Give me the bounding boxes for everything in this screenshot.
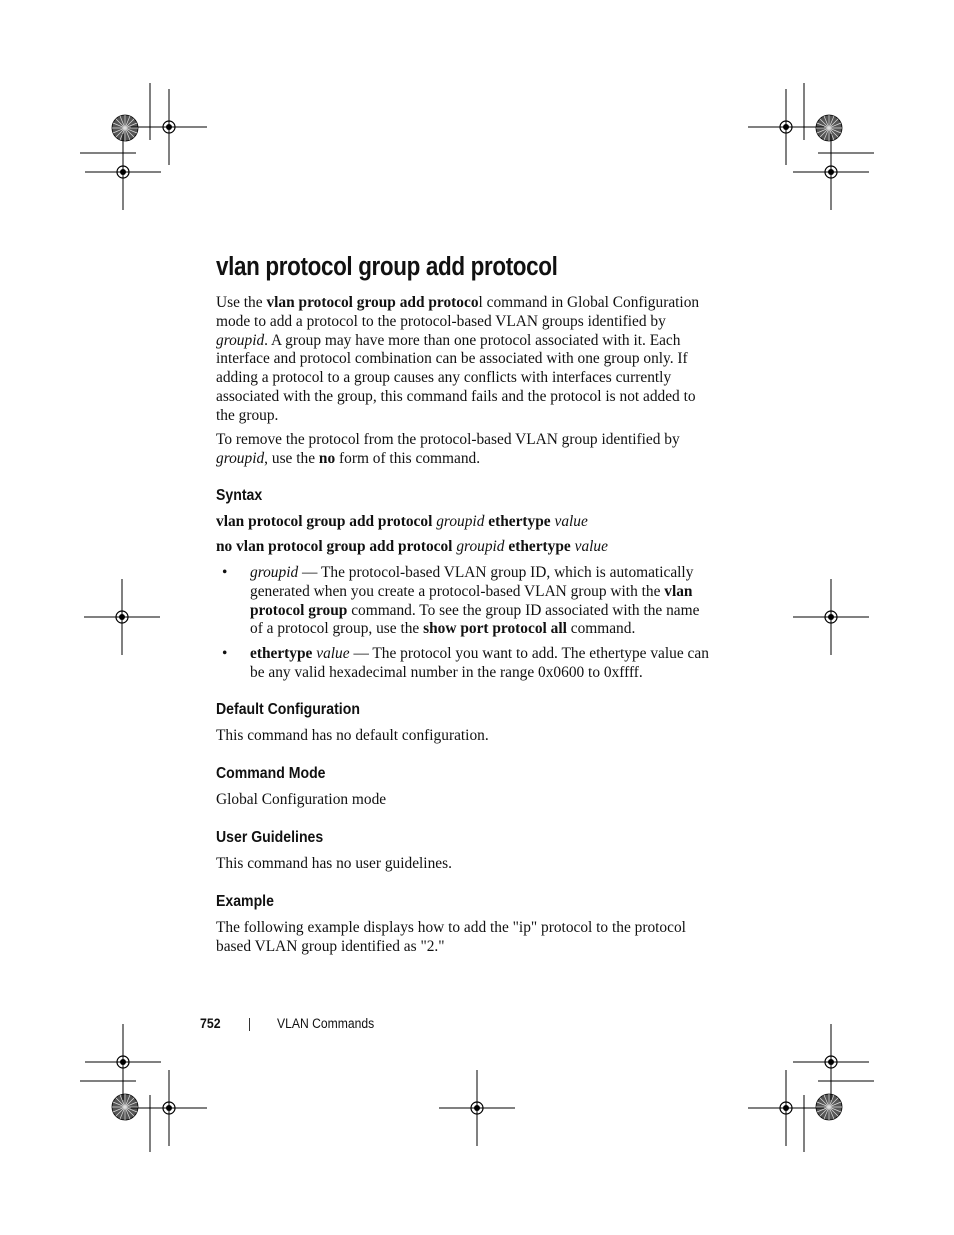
bullet-ethertype bbox=[250, 645, 716, 683]
syntax-no-command: no vlan protocol group add protocol bbox=[216, 538, 453, 555]
crosshair-mark-bottom-left-a bbox=[85, 1024, 161, 1100]
bullet-ethertype-keyword: ethertype bbox=[250, 645, 313, 662]
bullet-groupid-term: groupid bbox=[250, 564, 299, 581]
crosshair-mark-top-left-b bbox=[85, 134, 161, 210]
syntax-no-arg-groupid: groupid bbox=[456, 538, 505, 555]
user-guidelines-heading: User Guidelines bbox=[216, 829, 324, 846]
intro-text-b: l command in Global Configuration mode to add a protocol to the protocol-based VLAN groups identified by bbox=[216, 294, 700, 330]
syntax-line-no bbox=[216, 538, 608, 557]
crosshair-mark-bottom-right-a bbox=[793, 1024, 869, 1100]
syntax-no-keyword-ethertype: ethertype bbox=[508, 538, 571, 555]
starburst-mark-bottom-left bbox=[112, 1094, 138, 1120]
syntax-keyword-ethertype: ethertype bbox=[488, 513, 551, 530]
remove-text-b: , use the bbox=[264, 449, 319, 467]
crosshair-mark-bottom-left-b bbox=[131, 1070, 207, 1146]
bullet-groupid-text-a: — The protocol-based VLAN group ID, which is automatically generated when you create a protocol-based VLAN group with the bbox=[250, 564, 694, 600]
intro-groupid: groupid bbox=[216, 331, 265, 349]
default-configuration-text: This command has no default configuration. bbox=[216, 727, 489, 744]
intro-text-a: Use the bbox=[216, 294, 267, 311]
crosshair-mark-mid-left bbox=[84, 579, 160, 655]
starburst-mark-top-left bbox=[112, 115, 138, 141]
syntax-command: vlan protocol group add protocol bbox=[216, 513, 433, 530]
example-text: The following example displays how to add the "ip" protocol to the protocol based VLAN group identified as "2." bbox=[216, 919, 686, 955]
crosshair-mark-top-right-b bbox=[793, 134, 869, 210]
remove-groupid: groupid bbox=[216, 449, 265, 467]
crosshair-mark-bottom-right-b bbox=[748, 1070, 824, 1146]
starburst-mark-bottom-right bbox=[816, 1094, 842, 1120]
footer-section-title: VLAN Commands bbox=[277, 1016, 375, 1031]
intro-paragraph bbox=[216, 294, 716, 426]
starburst-mark-top-right bbox=[816, 115, 842, 141]
footer-divider bbox=[249, 1018, 250, 1031]
default-configuration-heading: Default Configuration bbox=[216, 701, 360, 718]
crosshair-mark-top-left-a bbox=[131, 89, 207, 165]
command-mode-text: Global Configuration mode bbox=[216, 791, 387, 808]
remove-no-keyword: no bbox=[318, 449, 336, 467]
footer-page-number: 752 bbox=[200, 1015, 221, 1031]
syntax-heading: Syntax bbox=[216, 487, 263, 504]
bullet-show-command: show port protocol all bbox=[423, 620, 567, 638]
intro-command: vlan protocol group add protoco bbox=[266, 294, 479, 311]
remove-text-c: form of this command. bbox=[335, 449, 481, 467]
bullet-groupid-marker: • bbox=[222, 564, 228, 581]
remove-text-a: To remove the protocol from the protocol-based VLAN group identified by bbox=[216, 431, 680, 448]
remove-paragraph bbox=[216, 431, 716, 469]
page-title: vlan protocol group add protocol bbox=[216, 253, 558, 281]
crosshair-mark-mid-right bbox=[793, 579, 869, 655]
example-heading: Example bbox=[216, 893, 274, 910]
command-mode-heading: Command Mode bbox=[216, 765, 326, 782]
syntax-line-add bbox=[216, 513, 588, 532]
bullet-groupid-text-b: command. To see the group ID associated with the name of a protocol group, use the bbox=[250, 601, 700, 638]
syntax-arg-value: value bbox=[554, 513, 588, 530]
bullet-ethertype-marker: • bbox=[222, 645, 228, 662]
bullet-groupid-command: vlan protocol group bbox=[250, 582, 693, 619]
syntax-arg-groupid: groupid bbox=[436, 513, 485, 530]
crosshair-mark-bottom-center bbox=[439, 1070, 515, 1146]
crosshair-mark-top-right-a bbox=[748, 89, 824, 165]
bullet-ethertype-text: — The protocol you want to add. The ethertype value can be any valid hexadecimal number in the range 0x0600 to 0xffff. bbox=[250, 645, 709, 681]
user-guidelines-text: This command has no user guidelines. bbox=[216, 855, 452, 872]
intro-text-c: . A group may have more than one protocol associated with it. Each interface and protocol combination can be associated with one group only. If adding a protocol to a group causes any conflicts with interfaces currently associated with the group, this command fails and the protocol is not added to the group. bbox=[216, 331, 696, 424]
bullet-groupid-text-c: command. bbox=[566, 620, 636, 638]
syntax-no-arg-value: value bbox=[574, 538, 608, 555]
bullet-groupid bbox=[250, 564, 716, 639]
bullet-ethertype-arg: value bbox=[316, 645, 350, 662]
